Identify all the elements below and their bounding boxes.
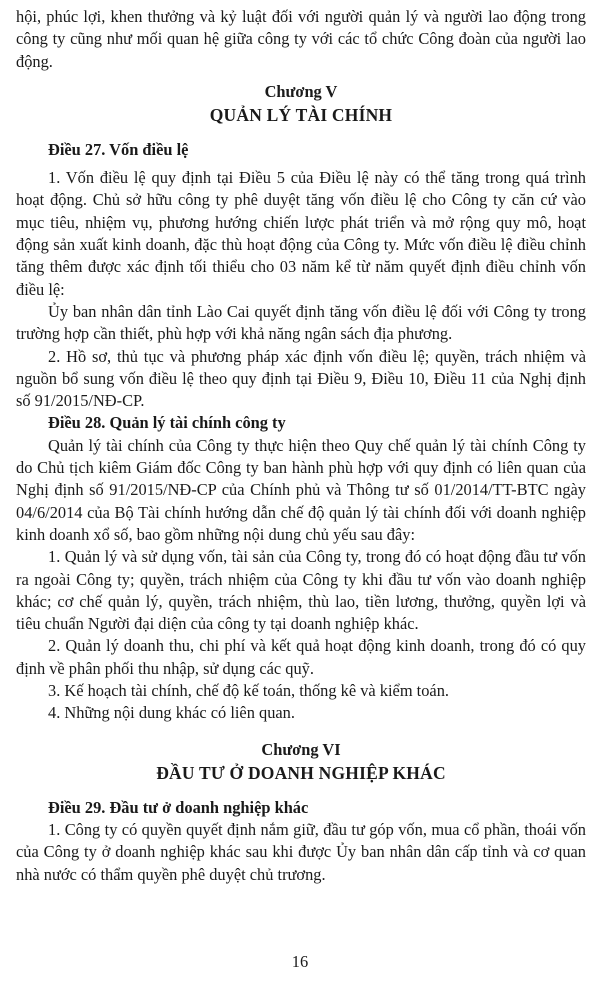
article-28-paragraph-1: Quản lý tài chính của Công ty thực hiện theo Quy chế quản lý tài chính Công ty do Chủ tịch kiêm Giám đốc Công ty ban hành phù hợp với quy định có liên quan của Nghị định số 91/2015/NĐ-CP của Chính phủ và Thông tư số 01/2014/TT-BTC ngày 04/6/2014 của Bộ Tài chính hướng dẫn chế độ quản lý tài chính đối với doanh nghiệp kinh doanh xổ số, bao gồm những nội dung chủ yếu sau đây:	[16, 435, 586, 544]
chapter-v-label: Chương V	[264, 81, 338, 101]
article-27-paragraph-3: 2. Hồ sơ, thủ tục và phương pháp xác định vốn điều lệ; quyền, trách nhiệm và nguồn bổ sung vốn điều lệ theo quy định tại Điều 9, Điều 10, Điều 11 của Nghị định số 91/2015/NĐ-CP.	[16, 346, 586, 411]
article-27-paragraph-2: Ủy ban nhân dân tỉnh Lào Cai quyết định tăng vốn điều lệ đối với Công ty trong trường hợp cần thiết, phù hợp với khả năng ngân sách địa phương.	[16, 301, 586, 344]
article-29-paragraph-1: 1. Công ty có quyền quyết định nắm giữ, đầu tư góp vốn, mua cổ phần, thoái vốn của Công ty ở doanh nghiệp khác sau khi được Ủy ban nhân dân cấp tỉnh và cơ quan nhà nước có thẩm quyền phê duyệt chủ trương.	[16, 819, 586, 884]
article-29-heading: Điều 29. Đầu tư ở doanh nghiệp khác	[48, 797, 309, 817]
article-28-paragraph-2: 1. Quản lý và sử dụng vốn, tài sản của Công ty, trong đó có hoạt động đầu tư vốn ra ngoài Công ty; quyền, trách nhiệm của Công ty khi đầu tư vốn vào doanh nghiệp khác; cơ chế quản lý, quyền, trách nhiệm, thù lao, tiền lương, thưởng, quyền lợi và tiêu chuẩn Người đại diện của công ty tại doanh nghiệp khác.	[16, 547, 586, 634]
chapter-v-title: QUẢN LÝ TÀI CHÍNH	[209, 104, 393, 125]
article-28-heading: Điều 28. Quản lý tài chính công ty	[48, 413, 286, 433]
chapter-vi-title: ĐẦU TƯ Ở DOANH NGHIỆP KHÁC	[156, 762, 446, 783]
chapter-vi-label: Chương VI	[261, 739, 341, 759]
page-number: 16	[291, 952, 309, 971]
article-28-paragraph-4: 3. Kế hoạch tài chính, chế độ kế toán, thống kê và kiểm toán.	[48, 681, 449, 701]
article-28-paragraph-3: 2. Quản lý doanh thu, chi phí và kết quả hoạt động kinh doanh, trong đó có quy định về phân phối thu nhập, sử dụng các quỹ.	[16, 636, 586, 678]
article-27-paragraph-1: 1. Vốn điều lệ quy định tại Điều 5 của Điều lệ này có thể tăng trong quá trình hoạt động. Chủ sở hữu công ty phê duyệt tăng vốn điều lệ cho Công ty căn cứ vào mục tiêu, nhiệm vụ, phương hướng chiến lược phát triển và mở rộng quy mô, hoạt động sản xuất kinh doanh, đặc thù hoạt động của Công ty. Mức vốn điều lệ điều chỉnh tăng thêm được xác định tối thiểu cho 03 năm kể từ năm quyết định điều chỉnh vốn điều lệ:	[16, 168, 586, 299]
article-27-heading: Điều 27. Vốn điều lệ	[48, 139, 189, 159]
article-28-paragraph-5: 4. Những nội dung khác có liên quan.	[48, 703, 295, 723]
paragraph-intro: hội, phúc lợi, khen thưởng và kỷ luật đối với người quản lý và người lao động trong công ty cũng như mối quan hệ giữa công ty với các tổ chức Công đoàn của người lao động.	[16, 7, 586, 71]
